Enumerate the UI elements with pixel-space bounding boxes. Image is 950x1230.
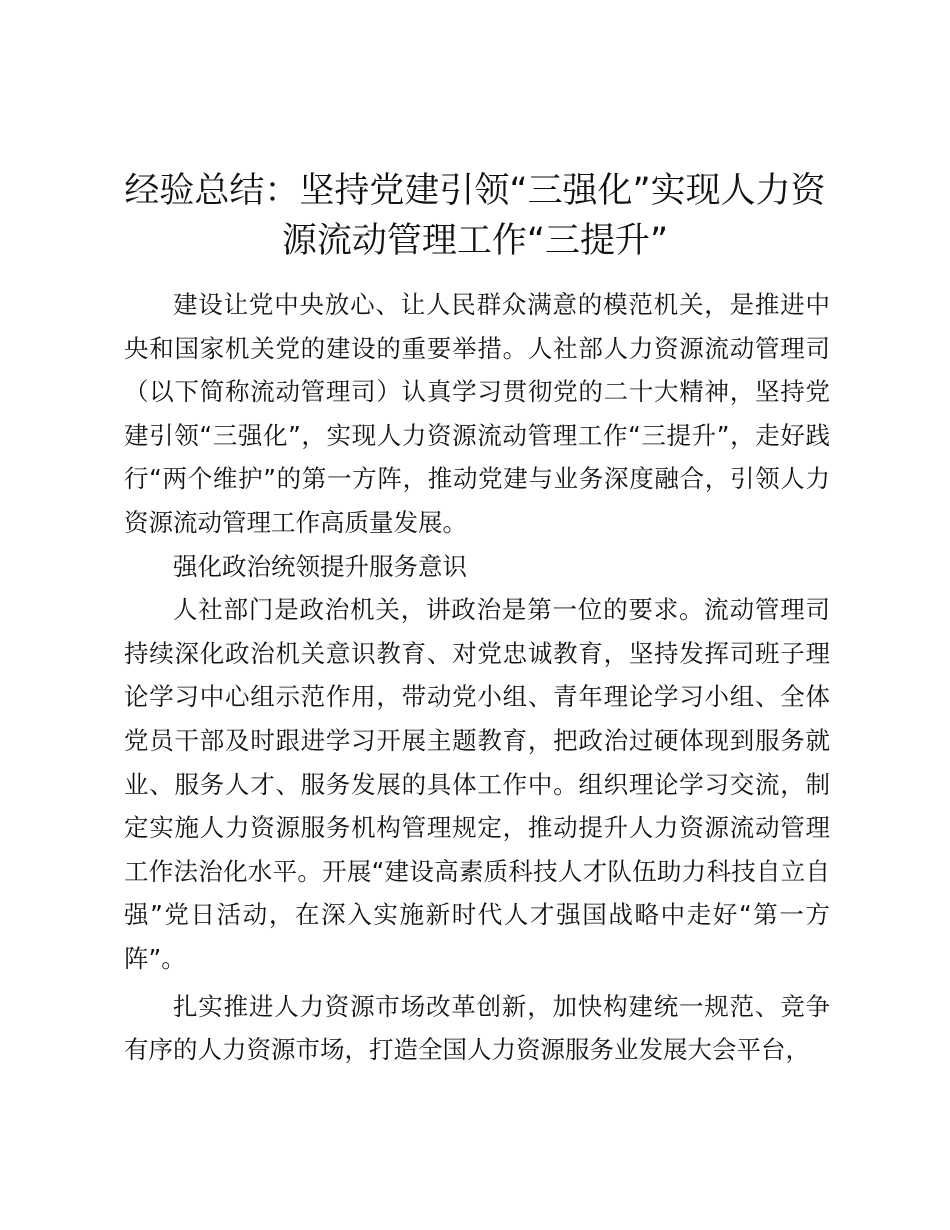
document-title: 经验总结：坚持党建引领“三强化”实现人力资源流动管理工作“三提升” bbox=[124, 171, 826, 261]
section-heading: 强化政治统领提升服务意识 bbox=[173, 551, 467, 581]
body-paragraph: 扎实推进人力资源市场改革创新，加快构建统一规范、竞争有序的人力资源市场，打造全国人力资源服务业发展大会平台， bbox=[124, 991, 830, 1065]
body-paragraph: 人社部门是政治机关，讲政治是第一位的要求。流动管理司持续深化政治机关意识教育、对党忠诚教育，坚持发挥司班子理论学习中心组示范作用，带动党小组、青年理论学习小组、全体党员干部及时跟进学习开展主题教育，把政治过硬体现到服务就业、服务人才、服务发展的具体工作中。组织理论学习交流，制定实施人力资源服务机构管理规定，推动提升人力资源流动管理工作法治化水平。开展“建设高素质科技人才队伍助力科技自立自强”党日活动，在深入实施新时代人才强国战略中走好“第一方阵”。 bbox=[124, 595, 830, 973]
intro-paragraph: 建设让党中央放心、让人民群众满意的模范机关，是推进中央和国家机关党的建设的重要举措。人社部人力资源流动管理司（以下简称流动管理司）认真学习贯彻党的二十大精神，坚持党建引领“三强化”，实现人力资源流动管理工作“三提升”，走好践行“两个维护”的第一方阵，推动党建与业务深度融合，引领人力资源流动管理工作高质量发展。 bbox=[124, 290, 830, 537]
document-body bbox=[124, 283, 830, 1072]
